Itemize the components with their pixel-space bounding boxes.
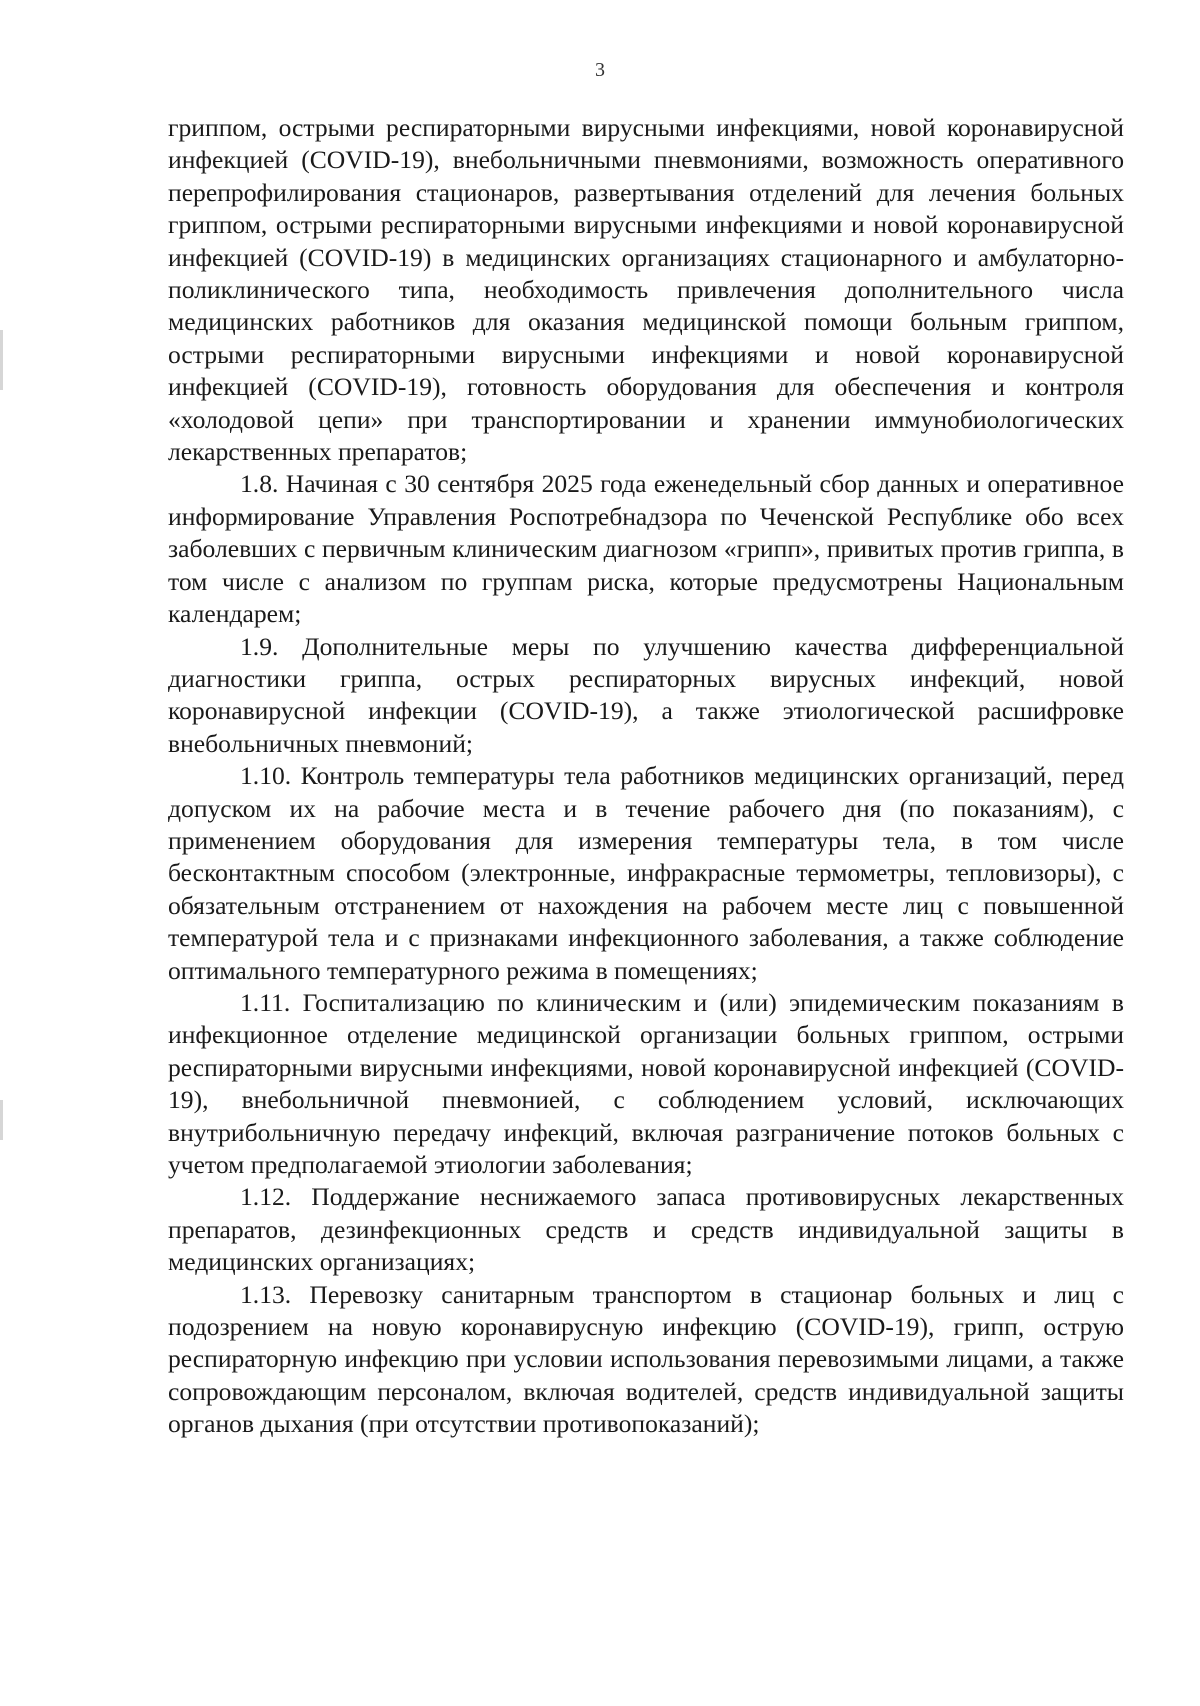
paragraph-1-12: 1.12. Поддержание неснижаемого запаса противовирусных лекарственных препаратов, дезинфекционных средств и средств индивидуальной защиты в медицинских организациях; <box>168 1182 1124 1277</box>
scan-edge-mark <box>0 330 3 390</box>
paragraph-1-9: 1.9. Дополнительные меры по улучшению качества дифференциальной диагностики гриппа, острых респираторных вирусных инфекций, новой коронавирусной инфекции (COVID-19), а также этиологической расшифровке внебольничных пневмоний; <box>168 631 1124 758</box>
paragraph-1-11: 1.11. Госпитализацию по клиническим и (или) эпидемическим показаниям в инфекционное отделение медицинской организации больных гриппом, острыми респираторными вирусными инфекциями, новой коронавирусной инфекцией (COVID-19), внебольничной пневмонией, с соблюдением условий, исключающих внутрибольничную передачу инфекций, включая разграничение потоков больных с учетом предполагаемой этиологии заболевания; <box>168 987 1124 1179</box>
paragraph-1-10: 1.10. Контроль температуры тела работников медицинских организаций, перед допуском их на рабочие места и в течение рабочего дня (по показаниям), с применением оборудования для измерения температуры тела, в том числе бесконтактным способом (электронные, инфракрасные термометры, тепловизоры), с обязательным отстранением от нахождения на рабочем месте лиц с повышенной температурой тела и с признаками инфекционного заболевания, а также соблюдение оптимального температурного режима в помещениях; <box>168 761 1124 985</box>
scan-edge-mark <box>0 1100 3 1140</box>
document-body <box>168 112 1124 1441</box>
paragraph-1-8: 1.8. Начиная с 30 сентября 2025 года еженедельный сбор данных и оперативное информирование Управления Роспотребнадзора по Чеченской Республике обо всех заболевших с первичным клиническим диагнозом «грипп», привитых против гриппа, в том числе с анализом по группам риска, которые предусмотрены Национальным календарем; <box>168 469 1124 629</box>
paragraph-continuation: гриппом, острыми респираторными вирусными инфекциями, новой коронавирусной инфекцией (COVID-19), внебольничными пневмониями, возможность оперативного перепрофилирования стационаров, развертывания отделений для лечения больных гриппом, острыми респираторными вирусными инфекциями и новой коронавирусной инфекцией (COVID-19) в медицинских организациях стационарного и амбулаторно-поликлинического типа, необходимость привлечения дополнительного числа медицинских работников для оказания медицинской помощи больным гриппом, острыми респираторными вирусными инфекциями и новой коронавирусной инфекцией (COVID-19), готовность оборудования для обеспечения и контроля «холодовой цепи» при транспортировании и хранении иммунобиологических лекарственных препаратов; <box>168 113 1124 467</box>
paragraph-1-13: 1.13. Перевозку санитарным транспортом в стационар больных и лиц с подозрением на новую коронавирусную инфекцию (COVID-19), грипп, острую респираторную инфекцию при условии использования перевозимыми лицами, а также сопровождающим персоналом, включая водителей, средств индивидуальной защиты органов дыхания (при отсутствии противопоказаний); <box>168 1279 1124 1439</box>
page-number: 3 <box>595 59 605 81</box>
